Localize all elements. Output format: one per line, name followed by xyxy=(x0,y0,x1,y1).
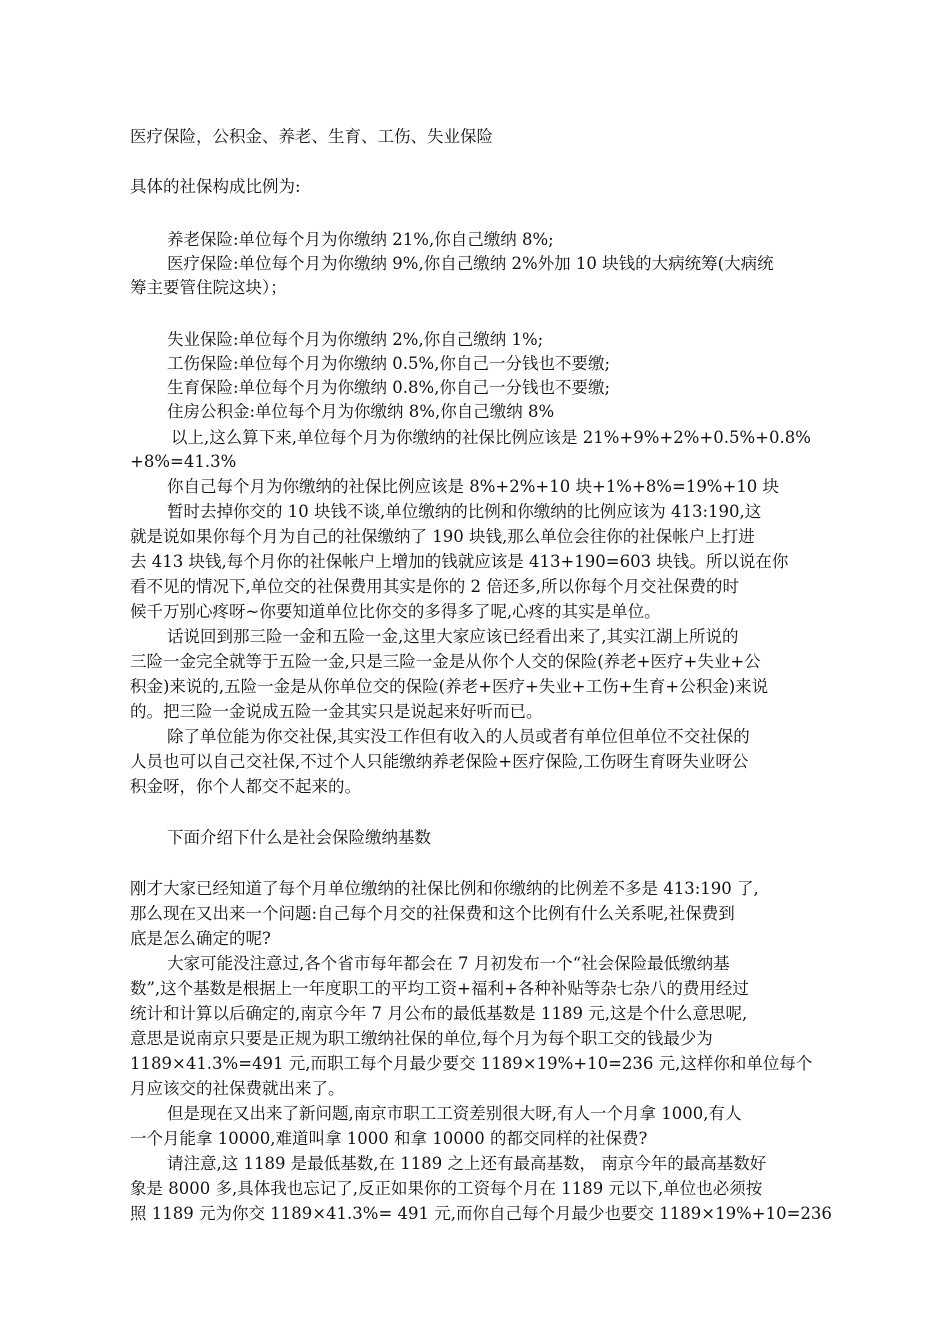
insurance-paragraph-line: 积金)来说的,五险一金是从你单位交的保险(养老+医疗+失业+工伤+生育+公积金)来说 xyxy=(130,677,769,696)
self-pay-paragraph-line: 除了单位能为你交社保,其实没工作但有收入的人员或者有单位但单位不交社保的 xyxy=(167,727,750,746)
base-paragraph-line: 大家可能没注意过,各个省市每年都会在 7 月初发布一个“社会保险最低缴纳基 xyxy=(167,954,730,973)
medical-item-line-2: 筹主要管住院这块）； xyxy=(130,278,287,297)
composition-intro: 具体的社保构成比例为: xyxy=(130,177,301,196)
maternity-item: 生育保险:单位每个月为你缴纳 0.8%,你自己一分钱也不要缴; xyxy=(167,378,611,397)
injury-item: 工伤保险:单位每个月为你缴纳 0.5%,你自己一分钱也不要缴; xyxy=(167,354,611,373)
medical-item-line-1: 医疗保险:单位每个月为你缴纳 9%,你自己缴纳 2%外加 10 块钱的大病统筹(大病统 xyxy=(167,254,774,273)
base-paragraph-line: 统计和计算以后确定的,南京今年 7 月公布的最低基数是 1189 元,这是个什么意思呢, xyxy=(130,1004,748,1023)
ratio-paragraph-line: 暂时去掉你交的 10 块钱不谈,单位缴纳的比例和你缴纳的比例应该为 413:190,这 xyxy=(167,502,762,521)
note-paragraph-line: 象是 8000 多,具体我也忘记了,反正如果你的工资每个月在 1189 元以下,单位也必须按 xyxy=(130,1179,763,1198)
base-paragraph-line: 数”,这个基数是根据上一年度职工的平均工资+福利+各种补贴等杂七杂八的费用经过 xyxy=(130,979,749,998)
question-paragraph-line: 那么现在又出来一个问题:自己每个月交的社保费和这个比例有什么关系呢,社保费到 xyxy=(130,904,735,923)
insurance-paragraph-line: 的。把三险一金说成五险一金其实只是说起来好听而已。 xyxy=(130,702,543,721)
employee-summary: 你自己每个月为你缴纳的社保比例应该是 8%+2%+10 块+1%+8%=19%+10 块 xyxy=(167,477,780,496)
insurance-paragraph-line: 三险一金完全就等于五险一金,只是三险一金是从你个人交的保险(养老+医疗+失业+公 xyxy=(130,652,761,671)
ratio-paragraph-line: 去 413 块钱,每个月你的社保帐户上增加的钱就应该是 413+190=603 块钱。所以说在你 xyxy=(130,552,789,571)
base-paragraph-line: 意思是说南京只要是正规为职工缴纳社保的单位,每个月为每个职工交的钱最少为 xyxy=(130,1029,713,1048)
document-heading: 医疗保险，公积金、养老、生育、工伤、失业保险 xyxy=(130,127,493,146)
section-title: 下面介绍下什么是社会保险缴纳基数 xyxy=(167,828,431,847)
ratio-paragraph-line: 就是说如果你每个月为自己的社保缴纳了 190 块钱,那么单位会往你的社保帐户上打进 xyxy=(130,527,755,546)
question-paragraph-line: 底是怎么确定的呢? xyxy=(130,929,271,948)
self-pay-paragraph-line: 人员也可以自己交社保,不过个人只能缴纳养老保险+医疗保险,工伤呀生育呀失业呀公 xyxy=(130,752,749,771)
problem-paragraph-line: 但是现在又出来了新问题,南京市职工工资差别很大呀,有人一个月拿 1000,有人 xyxy=(167,1104,742,1123)
ratio-paragraph-line: 看不见的情况下,单位交的社保费用其实是你的 2 倍还多,所以你每个月交社保费的时 xyxy=(130,577,739,596)
base-paragraph-line: 1189×41.3%=491 元,而职工每个月最少要交 1189×19%+10=236 元,这样你和单位每个 xyxy=(130,1054,813,1073)
unemployment-item: 失业保险:单位每个月为你缴纳 2%,你自己缴纳 1%; xyxy=(167,330,544,349)
base-paragraph-line: 月应该交的社保费就出来了。 xyxy=(130,1079,345,1098)
note-paragraph-line: 照 1189 元为你交 1189×41.3%= 491 元,而你自己每个月最少也要交 1189×19%+10=236 xyxy=(130,1204,832,1223)
insurance-paragraph-line: 话说回到那三险一金和五险一金,这里大家应该已经看出来了,其实江湖上所说的 xyxy=(167,627,739,646)
note-paragraph-line: 请注意,这 1189 是最低基数,在 1189 之上还有最高基数， 南京今年的最高基数好 xyxy=(167,1154,767,1173)
employer-summary-line-2: +8%=41.3% xyxy=(130,452,237,471)
ratio-paragraph-line: 候千万别心疼呀~你要知道单位比你交的多得多了呢,心疼的其实是单位。 xyxy=(130,602,661,621)
employer-summary-line-1: 以上,这么算下来,单位每个月为你缴纳的社保比例应该是 21%+9%+2%+0.5%+0.8% xyxy=(171,428,811,447)
housing-fund-item: 住房公积金:单位每个月为你缴纳 8%,你自己缴纳 8% xyxy=(167,402,555,421)
self-pay-paragraph-line: 积金呀，你个人都交不起来的。 xyxy=(130,777,361,796)
question-paragraph-line: 刚才大家已经知道了每个月单位缴纳的社保比例和你缴纳的比例差不多是 413:190 了, xyxy=(130,879,759,898)
problem-paragraph-line: 一个月能拿 10000,难道叫拿 1000 和拿 10000 的都交同样的社保费? xyxy=(130,1129,648,1148)
pension-item: 养老保险:单位每个月为你缴纳 21%,你自己缴纳 8%; xyxy=(167,230,554,249)
